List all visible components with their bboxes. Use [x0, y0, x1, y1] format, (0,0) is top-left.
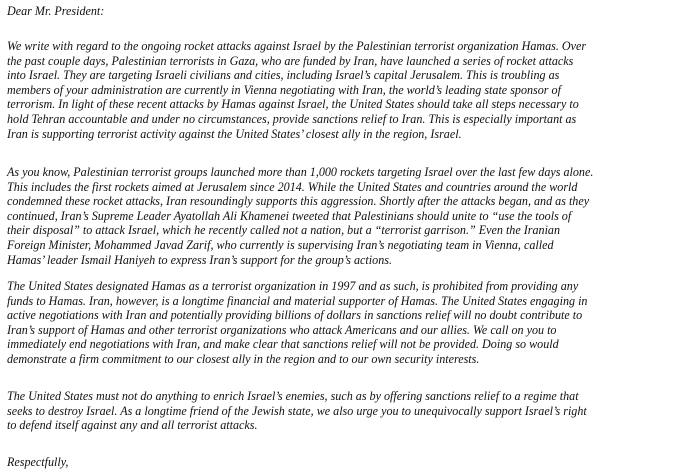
paragraph-line: demonstrate a firm commitment to our closest ally in the region and to our own security interests.: [7, 351, 480, 366]
paragraph-line: immediately end negotiations with Iran, and make clear that sanctions relief will not be provided. Doing so would: [7, 337, 559, 352]
paragraph-line: into Israel. They are targeting Israeli civilians and cities, including Israel’s capital Jerusalem. This is troubling as: [7, 68, 560, 83]
paragraph-line: We write with regard to the ongoing rocket attacks against Israel by the Palestinian terrorist organization Hamas. Over: [7, 39, 587, 53]
paragraph-line: to defend itself against any and all terrorist attacks.: [7, 418, 258, 433]
paragraph-line: members of your administration are currently in Vienna negotiating with Iran, the world’s leading state sponsor of: [7, 82, 561, 97]
paragraph-line: their disposal” to attack Israel, which he recently called not a nation, but a “terrorist garrison.” Even the Iranian: [7, 223, 561, 238]
paragraph-line: seeks to destroy Israel. As a longtime friend of the Jewish state, we also urge you to unequivocally support Israel’s right: [7, 403, 587, 418]
paragraph-line: condemned these rocket attacks, Iran resoundingly supports this aggression. Shortly after the attacks began, and as they: [7, 194, 590, 209]
paragraph-line: hold Tehran accountable and under no circumstances, provide sanctions relief to Iran. This is especially important as: [7, 111, 577, 126]
salutation: Dear Mr. President:: [7, 4, 105, 18]
paragraph-line: The United States must not do anything to enrich Israel’s enemies, such as by offering sanctions relief to a regime that: [7, 389, 579, 403]
paragraph-line: Iran is supporting terrorist activity against the United States’ closest ally in the region, Israel.: [7, 126, 462, 141]
paragraph-line: The United States designated Hamas as a terrorist organization in 1997 and as such, is prohibited from providing any: [7, 279, 579, 293]
paragraph-line: As you know, Palestinian terrorist groups launched more than 1,000 rockets targeting Israel over the last few days alone.: [7, 165, 594, 179]
paragraph-line: Iran’s support of Hamas and other terrorist organizations who attack Americans and our allies. We call on you to: [7, 322, 557, 337]
paragraph-line: Foreign Minister, Mohammed Javad Zarif, who currently is supervising Iran’s negotiating team in Vienna, called: [7, 237, 554, 252]
paragraph-line: This includes the first rockets aimed at Jerusalem since 2014. While the United States and countries around the world: [7, 179, 578, 194]
closing: Respectfully,: [7, 455, 69, 469]
paragraph-line: terrorism. In light of these recent attacks by Hamas against Israel, the United States should take all steps necessary to: [7, 97, 579, 112]
paragraph-2: [7, 165, 593, 267]
paragraph-line: funds to Hamas. Iran, however, is a longtime financial and material supporter of Hamas. The United States engaging in: [7, 293, 588, 308]
paragraph-line: Hamas’ leader Ismail Haniyeh to express Iran’s support for the group’s actions.: [7, 252, 392, 267]
paragraph-1: [7, 39, 586, 141]
paragraph-3: [7, 279, 587, 367]
paragraph-4: [7, 389, 587, 433]
paragraph-line: the past couple days, Palestinian terrorists in Gaza, who are funded by Iran, have launched a series of rocket attacks: [7, 53, 574, 68]
paragraph-line: continued, Iran’s Supreme Leader Ayatollah Ali Khamenei tweeted that Palestinians should unite to “use the tools of: [7, 208, 572, 223]
paragraph-line: active negotiations with Iran and potentially providing billions of dollars in sanctions relief will no doubt contribute to: [7, 308, 583, 323]
